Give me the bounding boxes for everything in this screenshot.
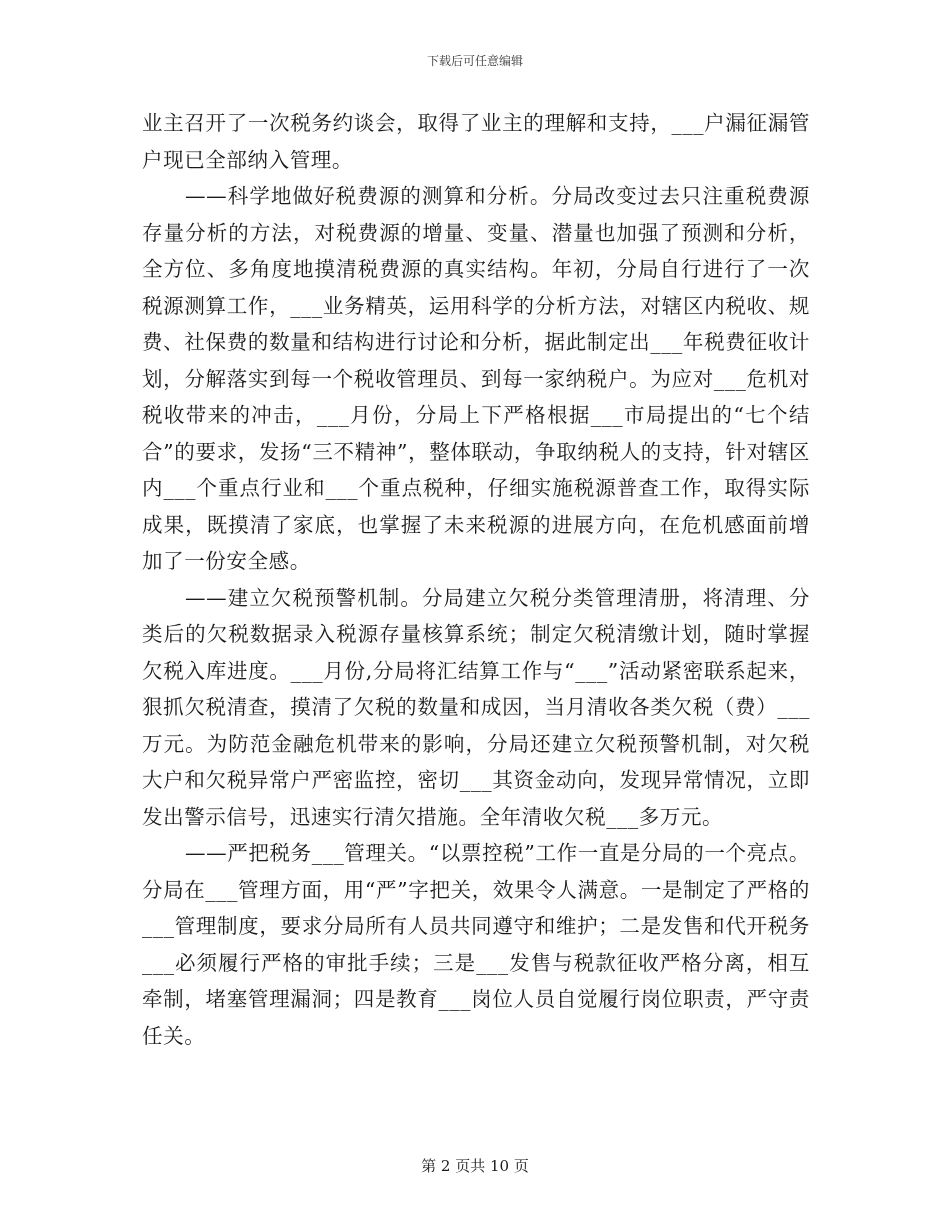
paragraph-arrears-warning: ——建立欠税预警机制。分局建立欠税分类管理清册，将清理、分类后的欠税数据录入税源存量核算系统；制定欠税清缴计划，随时掌握欠税入库进度。___月份,分局将汇结算工作与“___”活动紧密联系起来，狠抓欠税清查，摸清了欠税的数量和成因，当月清收各类欠税（费）___万元。为防范金融危机带来的影响，分局还建立欠税预警机制，对欠税大户和欠税异常户严密监控，密切___其资金动向，发现异常情况，立即发出警示信号，迅速实行清欠措施。全年清收欠税___多万元。	[142, 585, 810, 829]
page-number: 第 2 页共 10 页	[421, 1157, 529, 1175]
page-header: 下载后可任意编辑	[426, 54, 523, 68]
document-body	[142, 105, 810, 1054]
paragraph-invoice-management: ——严把税务___管理关。“以票控税”工作一直是分局的一个亮点。分局在___管理方面，用“严”字把关，效果令人满意。一是制定了严格的___管理制度，要求分局所有人员共同遵守和维护；二是发售和代开税务___必须履行严格的审批手续；三是___发售与税款征收严格分离，相互牵制，堵塞管理漏洞；四是教育___岗位人员自觉履行岗位职责，严守责任关。	[142, 841, 810, 1048]
paragraph-tax-source-analysis: ——科学地做好税费源的测算和分析。分局改变过去只注重税费源存量分析的方法，对税费源的增量、变量、潜量也加强了预测和分析，全方位、多角度地摸清税费源的真实结构。年初，分局自行进行了一次税源测算工作，___业务精英，运用科学的分析方法，对辖区内税收、规费、社保费的数量和结构进行讨论和分析，据此制定出___年税费征收计划，分解落实到每一个税收管理员、到每一家纳税户。为应对___危机对税收带来的冲击，___月份，分局上下严格根据___市局提出的“七个结合”的要求，发扬“三不精神”，整体联动，争取纳税人的支持，针对辖区内___个重点行业和___个重点税种，仔细实施税源普查工作，取得实际成果，既摸清了家底，也掌握了未来税源的进展方向，在危机感面前增加了一份安全感。	[142, 184, 810, 573]
paragraph-continuation: 业主召开了一次税务约谈会，取得了业主的理解和支持，___户漏征漏管户现已全部纳入管理。	[142, 111, 810, 172]
